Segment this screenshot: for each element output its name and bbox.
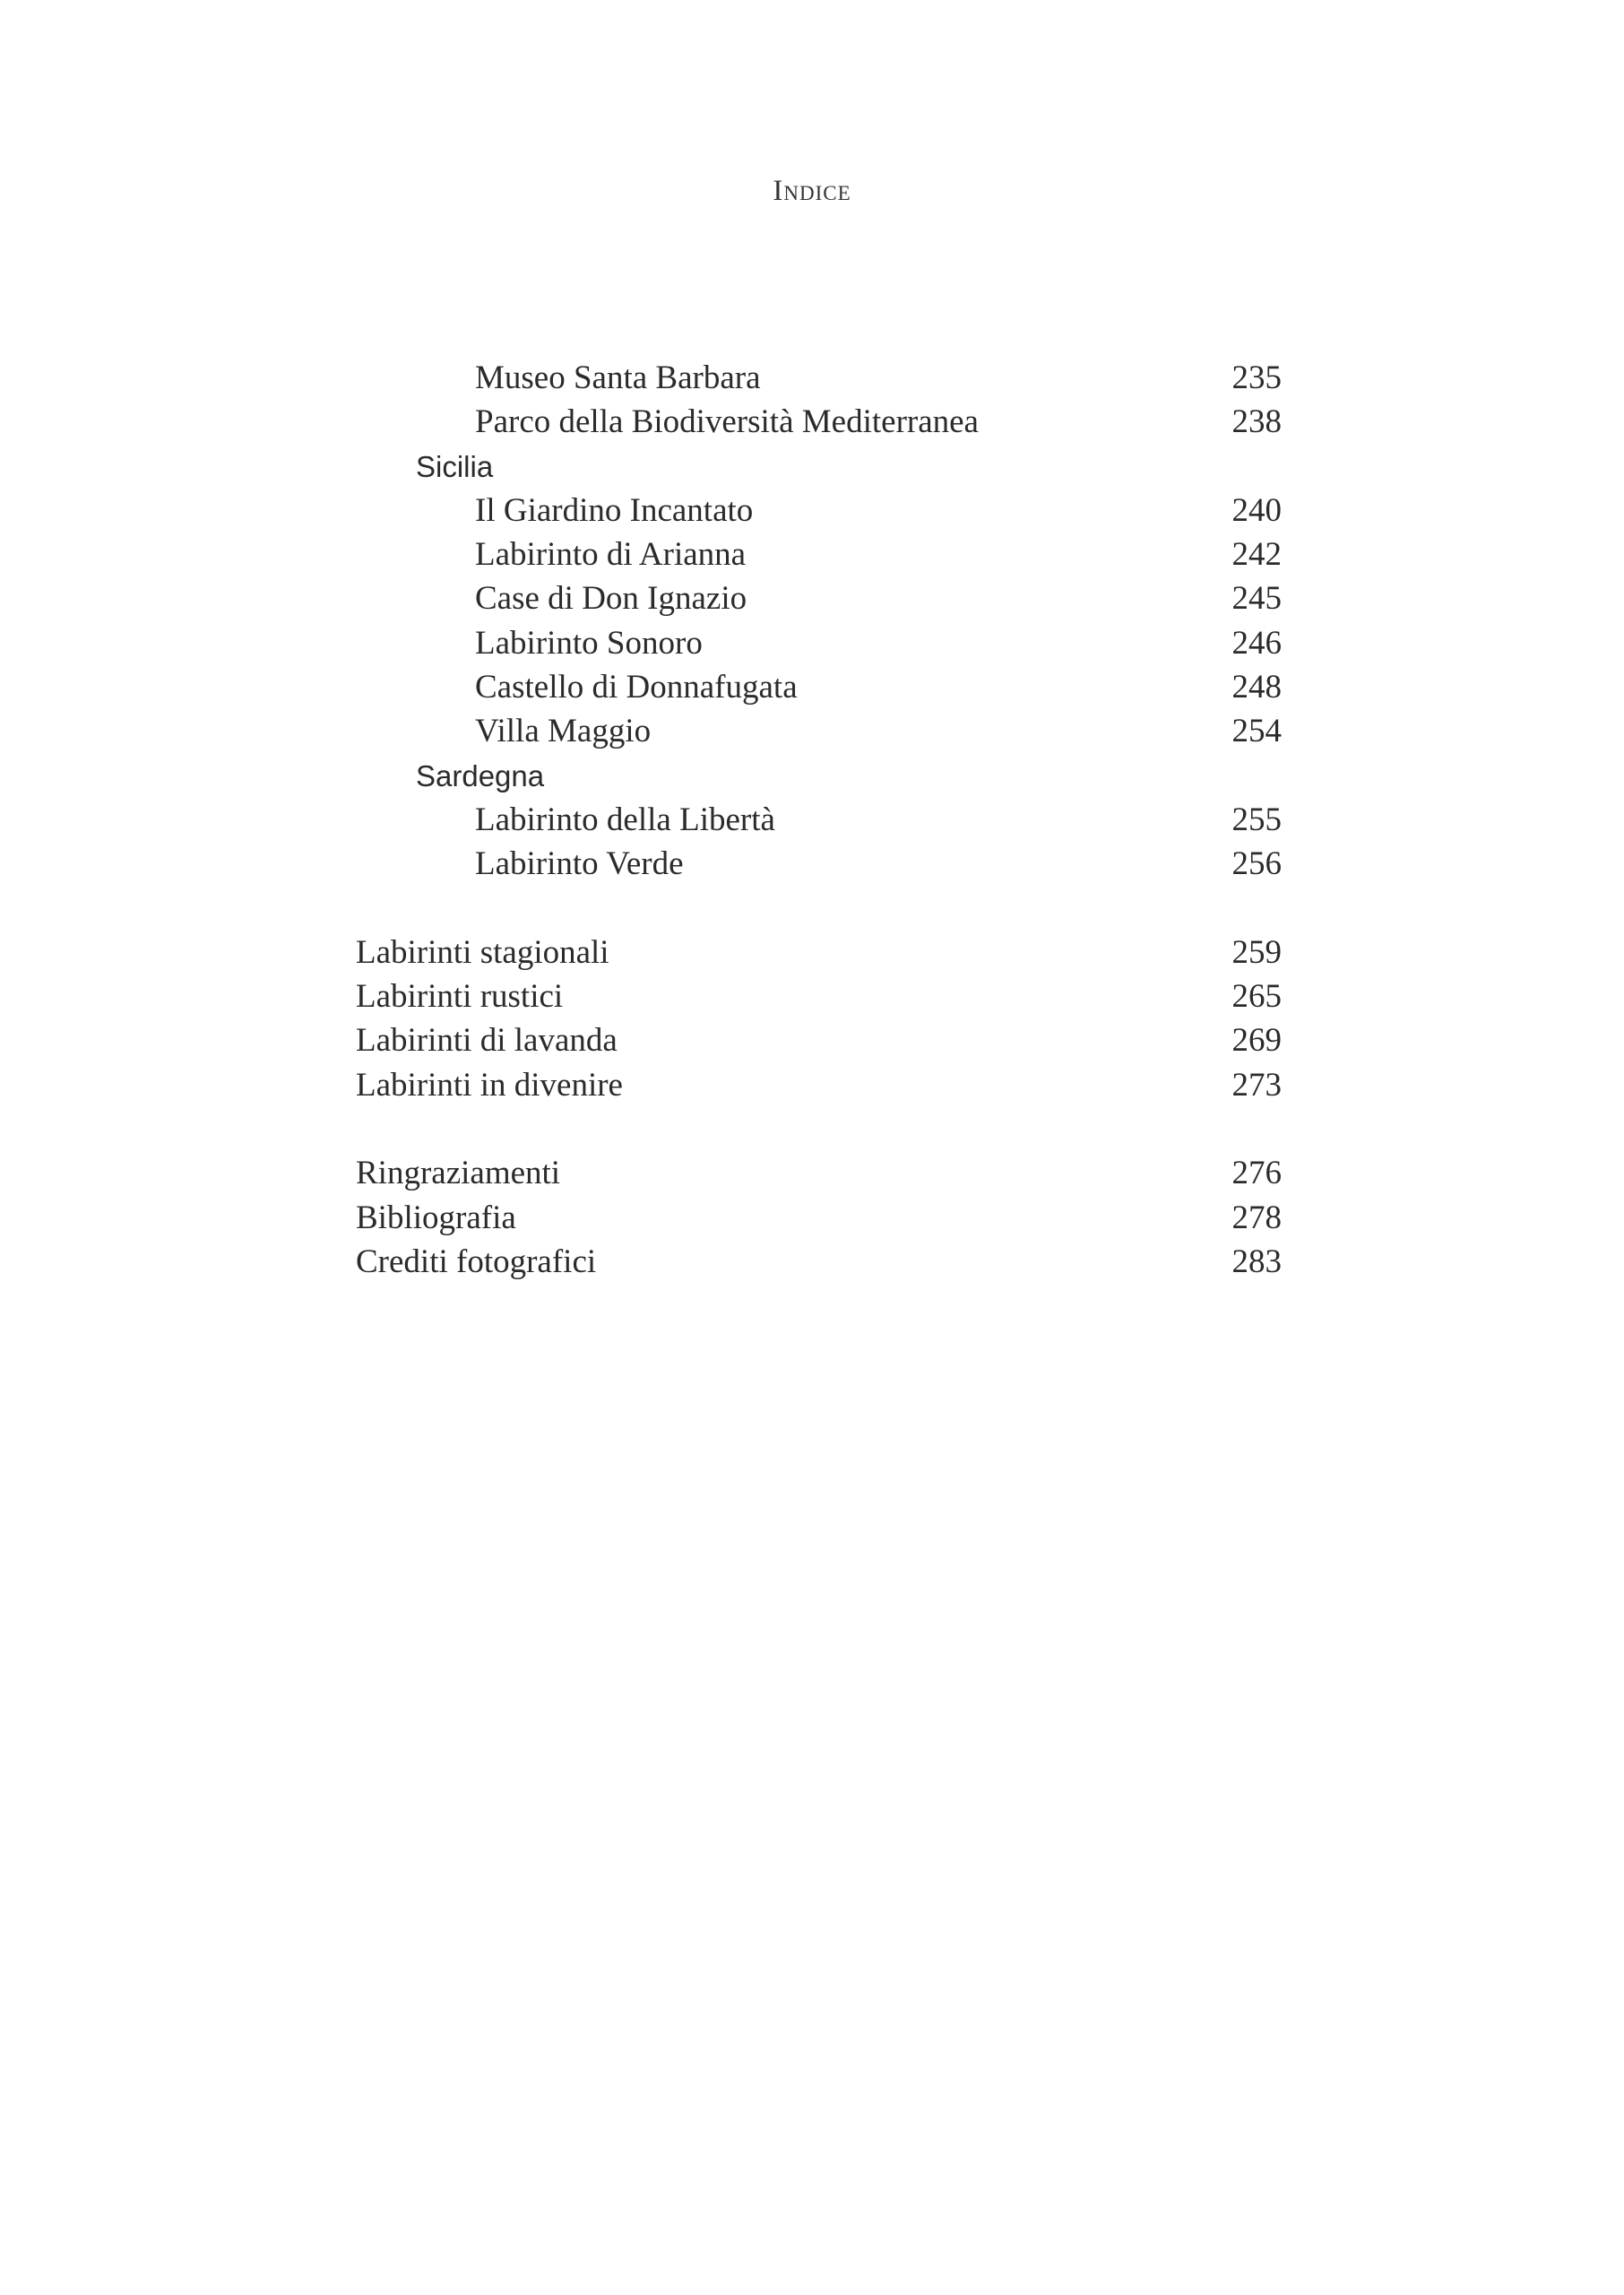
entry-title: Museo Santa Barbara [475, 359, 761, 396]
toc-entry [356, 974, 1282, 1018]
toc-region-heading [356, 445, 1282, 489]
entry-title: Labirinto Sonoro [475, 624, 703, 662]
page-number: 242 [1231, 536, 1282, 574]
toc-region-heading [356, 754, 1282, 798]
region-title: Sardegna [416, 758, 545, 792]
entry-title: Labirinti in divenire [356, 1066, 623, 1104]
toc-entry [356, 621, 1282, 665]
running-head: Indice [773, 175, 851, 207]
entry-title: Villa Maggio [475, 713, 652, 750]
page-number: 246 [1231, 624, 1282, 662]
entry-title: Labirinti di lavanda [356, 1022, 618, 1060]
page-number: 238 [1231, 403, 1282, 441]
entry-title: Ringraziamenti [356, 1155, 561, 1192]
toc-entry [356, 709, 1282, 753]
page-number: 235 [1231, 359, 1282, 396]
page-number: 269 [1231, 1022, 1282, 1060]
entry-title: Labirinti stagionali [356, 933, 609, 971]
page-number: 273 [1231, 1066, 1282, 1104]
toc-entry [356, 1063, 1282, 1107]
toc-entry [356, 1240, 1282, 1284]
page-number: 265 [1231, 978, 1282, 1016]
entry-title: Castello di Donnafugata [475, 669, 798, 706]
page-number: 276 [1231, 1155, 1282, 1192]
toc-entry [356, 400, 1282, 444]
toc-entry [356, 1196, 1282, 1240]
entry-title: Labirinti rustici [356, 978, 564, 1016]
toc-entry [356, 533, 1282, 576]
entry-title: Bibliografia [356, 1199, 516, 1236]
table-of-contents [356, 356, 1282, 1284]
entry-title: Labirinto della Libertà [475, 801, 775, 838]
toc-entry [356, 489, 1282, 533]
toc-entry [356, 1018, 1282, 1062]
entry-title: Crediti fotografici [356, 1243, 597, 1280]
toc-entry [356, 356, 1282, 400]
page-number: 254 [1231, 713, 1282, 750]
page-number: 248 [1231, 669, 1282, 706]
page-number: 256 [1231, 845, 1282, 883]
entry-title: Il Giardino Incantato [475, 491, 754, 529]
region-title: Sicilia [416, 449, 494, 483]
toc-entry [356, 798, 1282, 842]
toc-entry [356, 842, 1282, 886]
page-number: 255 [1231, 801, 1282, 838]
toc-entry [356, 665, 1282, 709]
page-number: 259 [1231, 933, 1282, 971]
entry-title: Case di Don Ignazio [475, 580, 747, 618]
page-number: 240 [1231, 491, 1282, 529]
page-number: 283 [1231, 1243, 1282, 1280]
entry-title: Parco della Biodiversità Mediterranea [475, 403, 979, 441]
entry-title: Labirinto Verde [475, 845, 684, 883]
entry-title: Labirinto di Arianna [475, 536, 747, 574]
page-number: 278 [1231, 1199, 1282, 1236]
page-number: 245 [1231, 580, 1282, 618]
toc-entry [356, 1151, 1282, 1195]
toc-entry [356, 576, 1282, 620]
toc-entry [356, 931, 1282, 974]
